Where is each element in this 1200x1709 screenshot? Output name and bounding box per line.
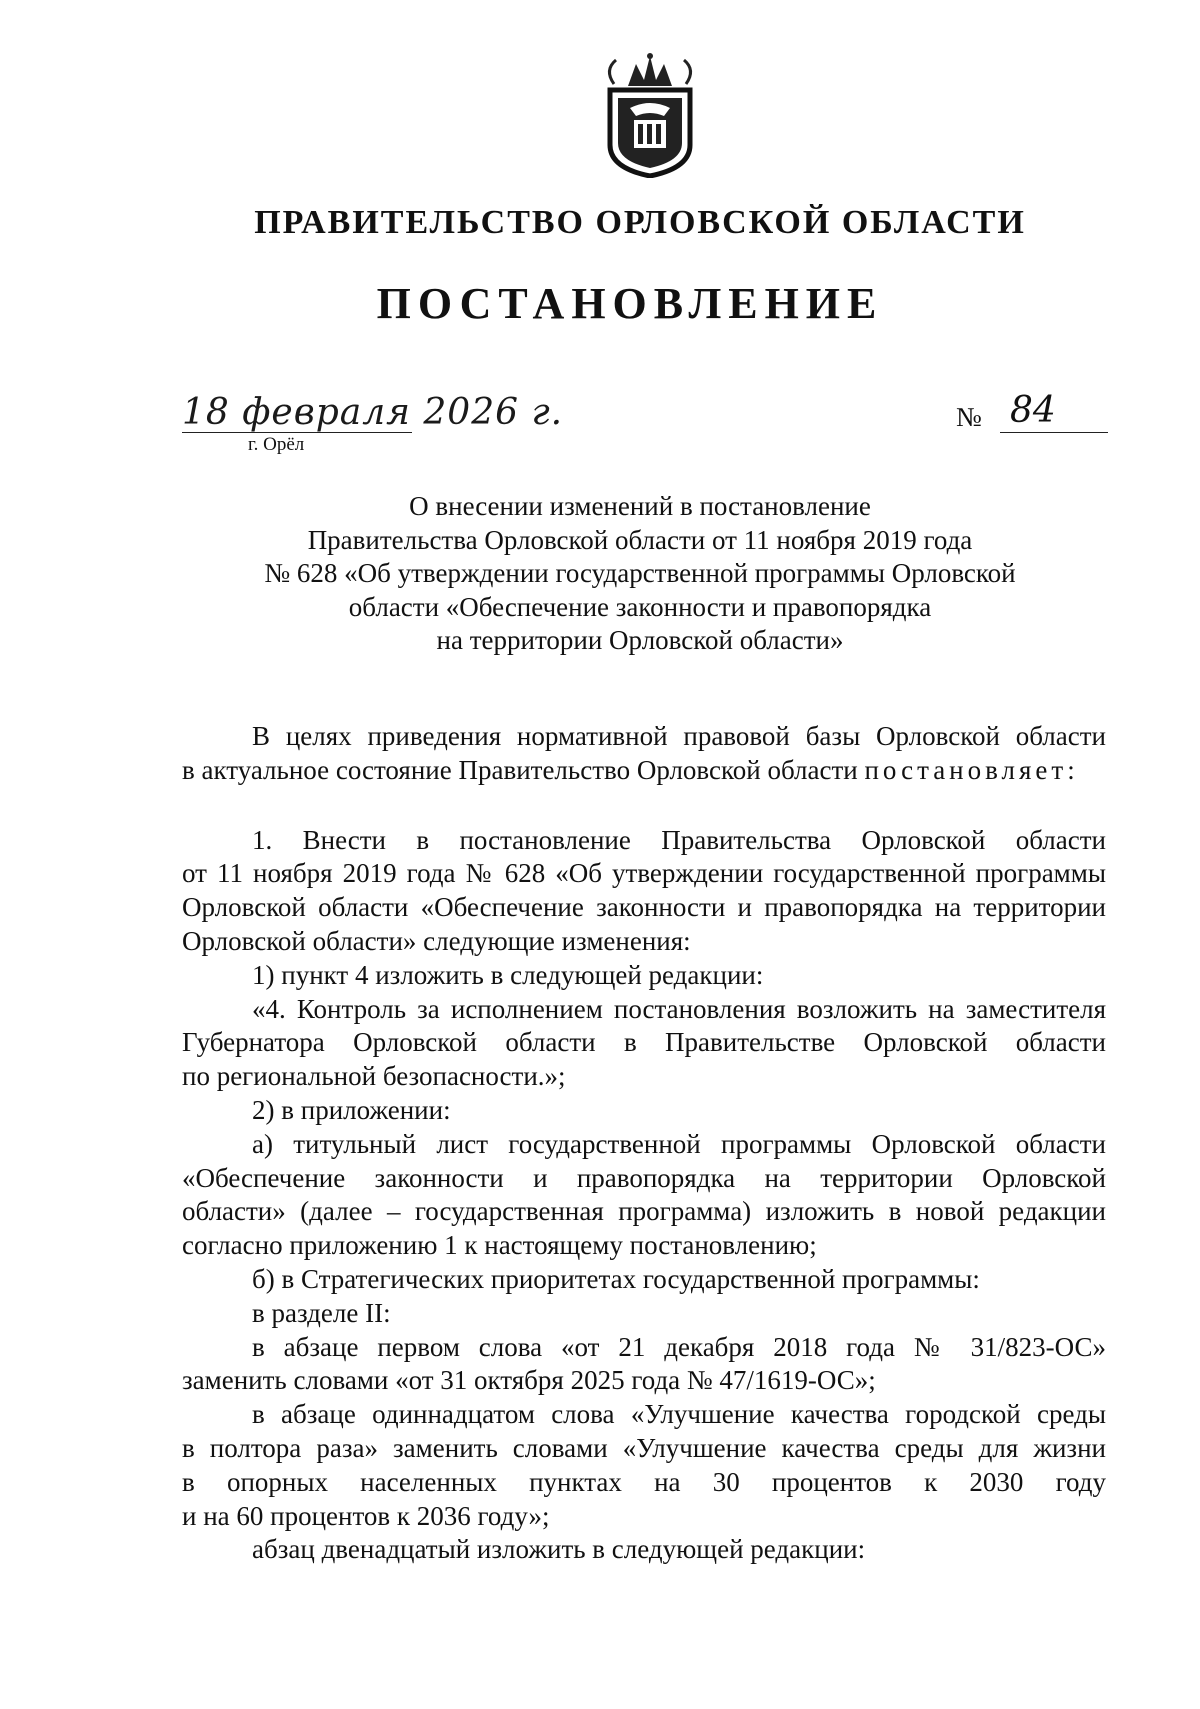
- paragraph-line: в опорных населенных пунктах на 30 процентов к 2030 году: [182, 1466, 1106, 1497]
- paragraph-line: заменить словами «от 31 октября 2025 года № 47/1619-ОС»;: [182, 1365, 876, 1396]
- date-underline: [182, 432, 412, 433]
- decree-word: постановляет:: [864, 754, 1079, 785]
- subject-line: на территории Орловской области»: [436, 625, 844, 655]
- handwritten-number: 84: [1010, 390, 1056, 431]
- paragraph-line: «Обеспечение законности и правопорядка на территории Орловской: [182, 1162, 1106, 1193]
- paragraph-line: от 11 ноября 2019 года № 628 «Об утверждении государственной программы: [182, 858, 1106, 889]
- paragraph-line: согласно приложению 1 к настоящему постановлению;: [182, 1230, 817, 1261]
- subject-line: № 628 «Об утверждении государственной программы Орловской: [264, 558, 1016, 588]
- city-label: г. Орёл: [248, 434, 305, 455]
- subject-line: Правительства Орловской области от 11 ноября 2019 года: [307, 524, 973, 555]
- number-underline: [1000, 432, 1108, 433]
- paragraph-line: 1. Внести в постановление Правительства Орловской области: [252, 824, 1106, 855]
- paragraph-line: Орловской области» следующие изменения:: [182, 925, 691, 956]
- paragraph-line: Губернатора Орловской области в Правительстве Орловской области: [182, 1027, 1106, 1058]
- coat-of-arms-icon: [600, 50, 700, 178]
- organization-title: ПРАВИТЕЛЬСТВО ОРЛОВСКОЙ ОБЛАСТИ: [254, 204, 1026, 241]
- paragraph-line: области» (далее – государственная программа) изложить в новой редакции: [182, 1196, 1106, 1227]
- subject-line: О внесении изменений в постановление: [409, 491, 871, 521]
- document-subject: [230, 490, 1050, 658]
- paragraph-line: абзац двенадцатый изложить в следующей редакции:: [252, 1534, 866, 1565]
- paragraph-line: а) титульный лист государственной программы Орловской области: [252, 1128, 1106, 1159]
- paragraph-line: в абзаце первом слова «от 21 декабря 2018 года № 31/823-ОС»: [252, 1331, 1106, 1362]
- paragraph-line: в полтора раза» заменить словами «Улучшение качества среды для жизни: [182, 1432, 1106, 1463]
- preamble-line-2: [182, 754, 1106, 788]
- paragraph-line: Орловской области «Обеспечение законности и правопорядка на территории: [182, 892, 1106, 923]
- paragraph-line: б) в Стратегических приоритетах государственной программы:: [252, 1263, 980, 1294]
- paragraph-line: по региональной безопасности.»;: [182, 1061, 566, 1092]
- subject-line: области «Обеспечение законности и правопорядка: [348, 591, 932, 622]
- document-type-title: ПОСТАНОВЛЕНИЕ: [376, 279, 884, 328]
- preamble-text: в актуальное состояние Правительство Орловской области: [182, 754, 858, 785]
- number-label: №: [956, 402, 982, 432]
- paragraph-line: и на 60 процентов к 2036 году»;: [182, 1500, 550, 1531]
- paragraph-line: в абзаце одиннадцатом слова «Улучшение качества городской среды: [252, 1399, 1106, 1430]
- handwritten-date: 18 февраля 2026 г.: [182, 392, 564, 433]
- paragraph-line: 2) в приложении:: [252, 1094, 451, 1125]
- spacer: [182, 788, 1106, 824]
- paragraph-line: «4. Контроль за исполнением постановления возложить на заместителя: [252, 993, 1106, 1024]
- paragraph-line: 1) пункт 4 изложить в следующей редакции:: [252, 959, 764, 990]
- paragraph-line: в разделе II:: [252, 1297, 391, 1328]
- document-body: [182, 720, 1106, 1567]
- preamble-line: В целях приведения нормативной правовой базы Орловской области: [252, 721, 1106, 751]
